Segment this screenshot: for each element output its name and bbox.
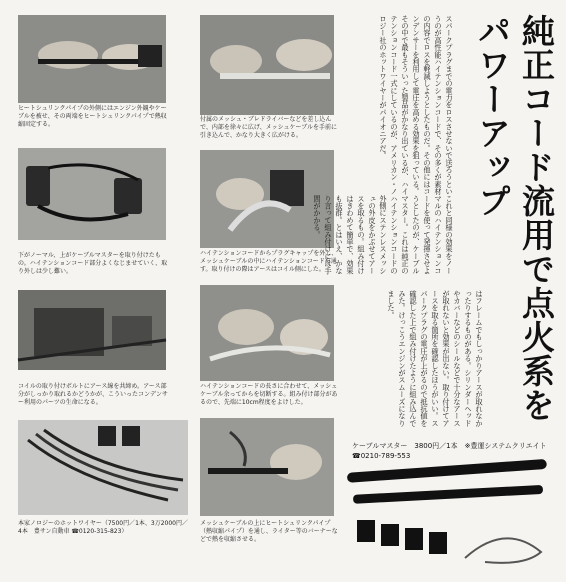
photo-graphic [200,15,334,115]
caption-p1: ヒートシュリンクパイプの外側にはエンジン外観やケーブルを被せ、その両端をヒートシュリンクパイプで熱収縮固定する。 [18,105,167,128]
photo-cable-master-kit [345,462,550,570]
photo-graphic [200,285,334,381]
title-line-2: パワーアップ [473,14,512,218]
caption-p4: 本家ノロジーのホットワイヤー（7500円／1本、3万2000円／4本 豊サン自動車 ☎0120-315-823） [18,520,188,535]
article-title [470,14,558,422]
price-line-1: ケーブルマスター 3800円／1本 ※豊運システムクリエイト [352,442,547,450]
photo-graphic [345,462,550,570]
photo-graphic [200,418,334,516]
caption-p3: コイルの取り付けボルトにアース線を共締め。アース部分がしっかり取れるかどうかが、こういったコンデンサー利用のパーツの生命になる。 [18,383,168,406]
photo-heat-shrink-torch [200,418,334,516]
photo-hotwire-cables [18,420,188,515]
caption-p6: ハイテンションコードからプラグキャップを外し、メッシュケーブルの中にハイテンションコードを通す。取り付けの際はアースはコイル側にした。 [200,250,338,273]
photo-heat-shrink-hands [18,15,166,103]
caption-p7: ハイテンションコードの長さに合わせて、メッシュケーブル余ってからを切断する。組み付け部分があるので、先端に10cm程度をよけした。 [200,383,338,406]
photo-graphic [18,15,166,103]
photo-graphic [18,420,188,515]
caption-p5: 付属のメッシュ・ブレドライバーなどを差し込んで、内部を徐々に広げ、メッシュケーブルを手前に引き込んで、かなり大きく広がける。 [200,116,337,139]
caption-p2: 下がノーマル、上がケーブルマスターを取り付けたもの。ハイテンションコード部分よくなじませていく、取り外しは少し難い。 [18,252,168,275]
photo-coils-cables [18,148,166,240]
title-line-1: 純正コード流用で点火系を [517,14,556,422]
article-column-3: はフレームでもしっかりアースが取れなかったりするものがある。シリンダーヘッドやカバーなどのシールなどで十分なアースが取れないと効果が出ない。取り付けてアースを取る箇所を確認したほうがいい。スパークプラグの電圧が上がるので抵抗値を確認した上で組み付けたように組み込んでみた。けっこうエンジンがスムーズになりました。 [387,290,484,427]
photo-mesh-screwdriver [200,15,334,115]
price-line-2: ☎0210-789-553 [352,452,411,460]
article-column-2: これと同様の効果をノーマルのハイテンションコードを使って発揮させようとしたのが、ケーブルマスター。これは純正のハイテンションコードの外側にステンレスメッシュの外皮をかぶせてアースを取るもの。組み付けはきわめて簡単で、効果も抜群。とはいえ、かなり言って組み付けには手間がかかる。 [313,195,454,275]
photo-graphic [18,148,166,240]
photo-engine-coil [18,290,166,370]
product-price-info [352,441,548,461]
photo-graphic [18,290,166,370]
photo-cut-mesh [200,285,334,381]
article-column-1: スパークプラグまでの電力をロスさせないで送ろうというのが高性能ハイテンションコードで、その多くが素材の内容でロスを軽減しようとしたものだ。その他にはコンデンサーを利用して電圧を高める効果を狙っている。その中で最もそういった製品がかなり出ているが、ハイテンションコード一式にしているのが、アメリカン・ノロジー社のホットワイヤーがパイオニアだ。 [379,15,454,195]
caption-p8: メッシュケーブルの上にヒートシュリンクパイプ（熱収縮パイプ）を通し、ライター等のバーナーなどで熱を収縮させる。 [200,520,338,543]
